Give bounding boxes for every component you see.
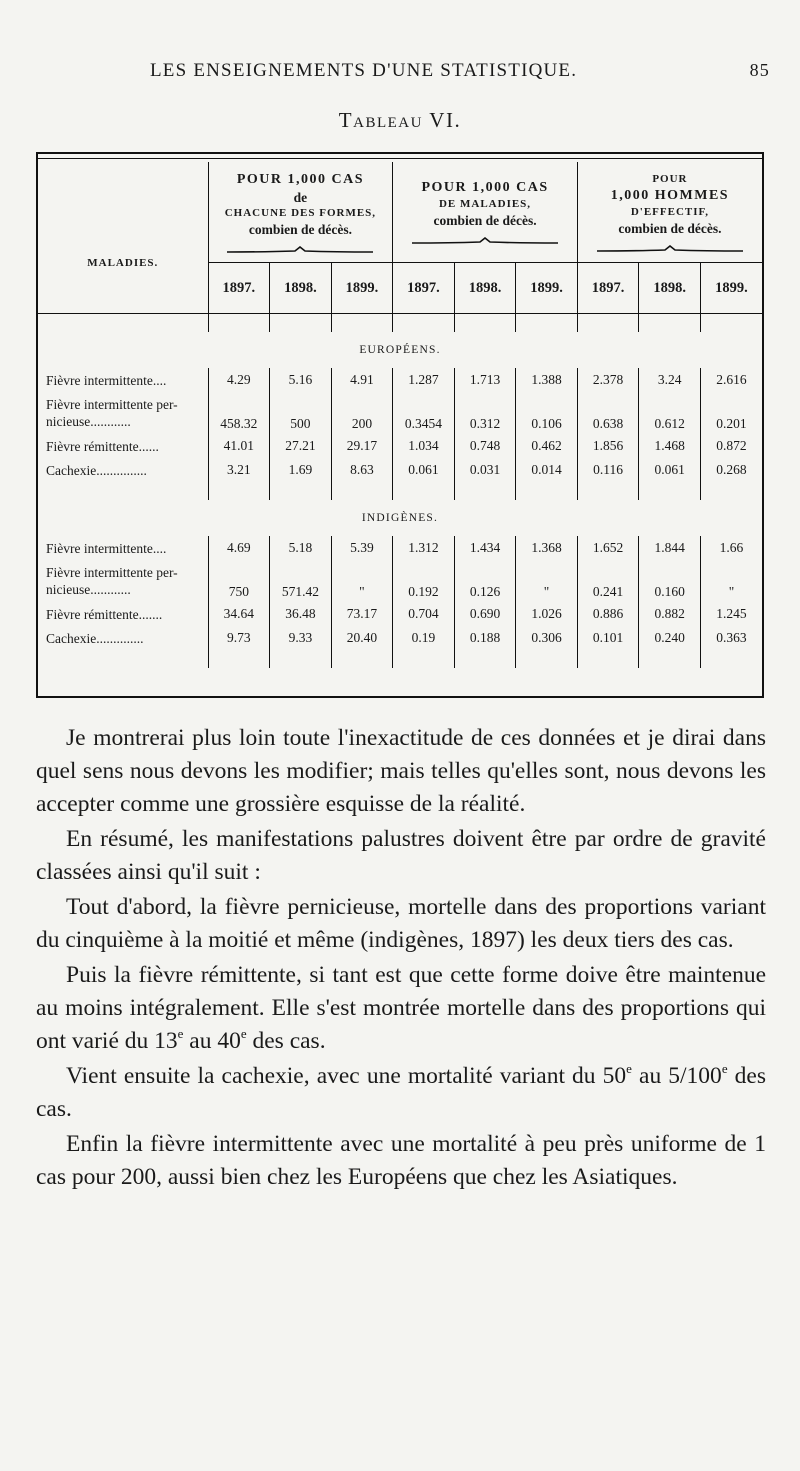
page-number: 85: [749, 60, 770, 80]
table-cell: 8.63: [331, 458, 393, 482]
table-cell: 2.378: [577, 368, 639, 392]
table-cell: 0.363: [700, 626, 762, 650]
table-cell: 200: [331, 392, 393, 434]
running-head: [150, 60, 770, 82]
table-cell: 0.116: [577, 458, 639, 482]
table-cell: 0.268: [700, 458, 762, 482]
table-cell: 0.312: [454, 392, 516, 434]
table-cell: 0.160: [639, 560, 701, 602]
table-cell: 3.24: [639, 368, 701, 392]
table-row: [38, 434, 762, 458]
row-label: Cachexie..............: [46, 630, 144, 646]
table-cell: 1.66: [700, 536, 762, 560]
table-cell: 0.106: [516, 392, 578, 434]
row-label: Fièvre intermittente per- nicieuse............: [46, 565, 178, 597]
table-row: [38, 392, 762, 434]
table-cell: 0.188: [454, 626, 516, 650]
row-label: Cachexie...............: [46, 462, 147, 478]
table-cell: 20.40: [331, 626, 393, 650]
table-cell: 9.73: [208, 626, 270, 650]
table-cell: ": [700, 560, 762, 602]
table-title: Tableau VI.: [338, 108, 462, 132]
table-row: [38, 458, 762, 482]
table-row: [38, 536, 762, 560]
paragraph: Vient ensuite la cachexie, avec une mortalité variant du 50e au 5/100e des cas.: [36, 1061, 766, 1122]
table-cell: 571.42: [270, 560, 332, 602]
column-header-maladies: MALADIES.: [87, 257, 159, 269]
frame-inner-rule: [38, 158, 762, 159]
row-label: Fièvre rémittente......: [46, 438, 159, 454]
table-cell: 29.17: [331, 434, 393, 458]
table-cell: 9.33: [270, 626, 332, 650]
table-cell: 0.061: [393, 458, 455, 482]
brace-icon: [410, 237, 560, 245]
table-cell: 1.034: [393, 434, 455, 458]
table-cell: 0.612: [639, 392, 701, 434]
table-cell: 1.287: [393, 368, 455, 392]
paragraph: Tout d'abord, la fièvre pernicieuse, mortelle dans des proportions variant du cinquième à la moitié et même (indigènes, 1897) les deux tiers des cas.: [36, 894, 766, 953]
table-cell: 1.434: [454, 536, 516, 560]
brace-icon: [595, 245, 745, 253]
table-cell: 0.886: [577, 602, 639, 626]
table-cell: 1.468: [639, 434, 701, 458]
year-header: 1897.: [208, 263, 270, 314]
year-header: 1899.: [516, 263, 578, 314]
table-cell: 73.17: [331, 602, 393, 626]
table-cell: 0.19: [393, 626, 455, 650]
table-cell: 0.704: [393, 602, 455, 626]
table-cell: 0.638: [577, 392, 639, 434]
table-cell: 0.462: [516, 434, 578, 458]
header-rule-row: [38, 314, 762, 333]
table-cell: 1.245: [700, 602, 762, 626]
paragraph: Puis la fièvre rémittente, si tant est que cette forme doive être maintenue au moins intégralement. Elle s'est montrée mortelle dans des proportions qui ont varié du 13e au 40e des cas.: [36, 962, 766, 1054]
section-title-indigenes: INDIGÈNES.: [361, 512, 439, 524]
table-cell: 0.201: [700, 392, 762, 434]
table-cell: 0.126: [454, 560, 516, 602]
paragraph: En résumé, les manifestations palustres doivent être par ordre de gravité classées ainsi qu'il suit :: [36, 826, 766, 885]
table-cell: 1.652: [577, 536, 639, 560]
table-cell: 500: [270, 392, 332, 434]
year-header: 1898.: [270, 263, 332, 314]
statistics-table: [38, 162, 762, 668]
table-cell: 2.616: [700, 368, 762, 392]
year-header: 1898.: [454, 263, 516, 314]
table-cell: 4.29: [208, 368, 270, 392]
paragraph: Je montrerai plus loin toute l'inexactitude de ces données et je dirai dans quel sens nous devons les modifier; mais telles qu'elles sont, nous devons les accepter comme une grossière esquisse de la réalité.: [36, 725, 766, 817]
table-cell: 0.306: [516, 626, 578, 650]
table-cell: 0.690: [454, 602, 516, 626]
row-label: Fièvre intermittente....: [46, 372, 167, 388]
row-label: Fièvre rémittente.......: [46, 606, 163, 622]
year-header: 1899.: [700, 263, 762, 314]
group-header-per-men: POUR 1,000 HOMMES D'EFFECTIF, combien de décès.: [577, 162, 762, 263]
group-header-per-form: POUR 1,000 CAS de CHACUNE DES FORMES, combien de décès.: [208, 162, 393, 263]
table-cell: 1.312: [393, 536, 455, 560]
table-cell: 34.64: [208, 602, 270, 626]
table-cell: 1.844: [639, 536, 701, 560]
table-cell: 750: [208, 560, 270, 602]
section-heading-row: [38, 332, 762, 368]
table-cell: 0.872: [700, 434, 762, 458]
table-row: [38, 560, 762, 602]
row-label: Fièvre intermittente per- nicieuse............: [46, 397, 178, 429]
table-cell: 1.69: [270, 458, 332, 482]
table-cell: 0.031: [454, 458, 516, 482]
table-cell: 0.748: [454, 434, 516, 458]
paragraph: Enfin la fièvre intermittente avec une mortalité à peu près uniforme de 1 cas pour 200, aussi bien chez les Européens que chez les Asiatiques.: [36, 1131, 766, 1190]
table-cell: 1.856: [577, 434, 639, 458]
table-row: [38, 368, 762, 392]
brace-icon: [225, 246, 375, 254]
table-cell: 0.061: [639, 458, 701, 482]
table-cell: ": [331, 560, 393, 602]
table-cell: 0.241: [577, 560, 639, 602]
spacer-row: [38, 650, 762, 668]
table-cell: 0.3454: [393, 392, 455, 434]
year-header: 1899.: [331, 263, 393, 314]
table-cell: 0.882: [639, 602, 701, 626]
year-header: 1897.: [577, 263, 639, 314]
table-cell: 0.101: [577, 626, 639, 650]
row-label: Fièvre intermittente....: [46, 540, 167, 556]
table-cell: 0.240: [639, 626, 701, 650]
table-row: [38, 602, 762, 626]
table-cell: 27.21: [270, 434, 332, 458]
table-cell: 4.69: [208, 536, 270, 560]
section-heading-row: [38, 500, 762, 536]
section-title-europeens: EUROPÉENS.: [359, 344, 441, 356]
group-header-per-cases: POUR 1,000 CAS DE MALADIES, combien de décès.: [393, 162, 578, 263]
table-row: [38, 626, 762, 650]
statistics-table-frame: [36, 152, 764, 698]
body-text: [36, 722, 766, 1196]
table-cell: 5.18: [270, 536, 332, 560]
table-cell: 5.16: [270, 368, 332, 392]
table-cell: 41.01: [208, 434, 270, 458]
table-cell: 458.32: [208, 392, 270, 434]
table-cell: 0.014: [516, 458, 578, 482]
spacer-row: [38, 482, 762, 500]
table-cell: ": [516, 560, 578, 602]
year-header: 1897.: [393, 263, 455, 314]
table-cell: 36.48: [270, 602, 332, 626]
table-cell: 1.713: [454, 368, 516, 392]
running-head-title: LES ENSEIGNEMENTS D'UNE STATISTIQUE.: [150, 60, 578, 81]
year-header: 1898.: [639, 263, 701, 314]
table-cell: 1.026: [516, 602, 578, 626]
table-cell: 1.388: [516, 368, 578, 392]
table-cell: 4.91: [331, 368, 393, 392]
table-cell: 3.21: [208, 458, 270, 482]
table-cell: 5.39: [331, 536, 393, 560]
table-cell: 0.192: [393, 560, 455, 602]
table-cell: 1.368: [516, 536, 578, 560]
